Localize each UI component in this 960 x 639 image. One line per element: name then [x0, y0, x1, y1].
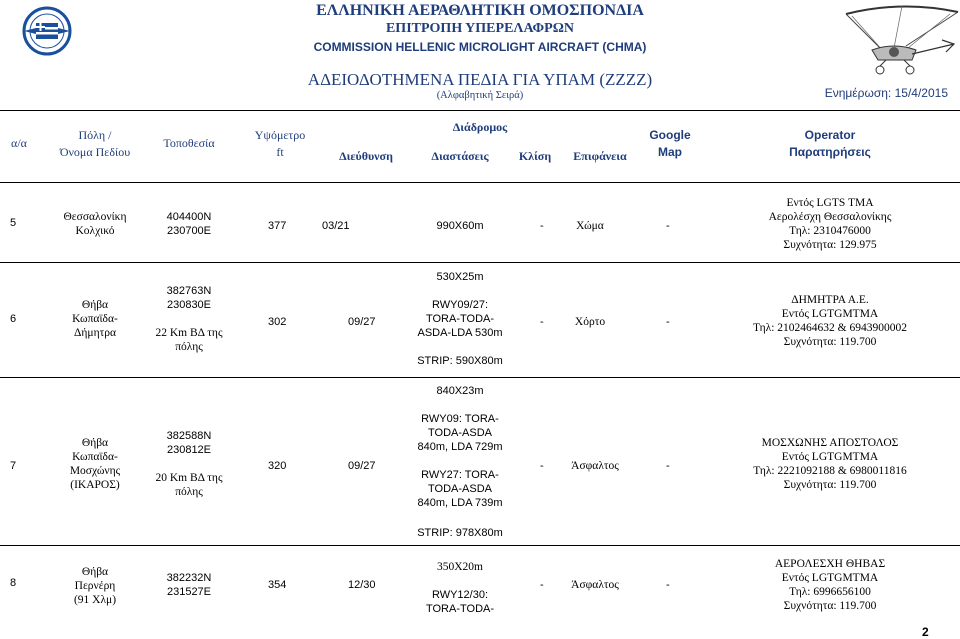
runway-surface: Χώμα: [576, 220, 604, 232]
operator-line: Τηλ: 2102464632 & 6943900002: [753, 322, 907, 334]
runway-dimensions: 350X20m: [437, 561, 483, 573]
col-header-dimensions: Διαστάσεις: [431, 149, 489, 163]
operator-line: Εντός LGTGMTMA: [781, 308, 879, 320]
col-header-location: Τοποθεσία: [163, 136, 215, 150]
col-header-google-line2: Map: [658, 145, 682, 159]
altitude-value: 377: [268, 220, 287, 232]
runway-direction: 03/21: [322, 220, 350, 232]
runway-direction: 09/27: [348, 460, 376, 472]
row-number: 6: [10, 313, 17, 325]
coordinates-line: 230700E: [166, 225, 212, 237]
col-header-city-line1: Πόλη /: [78, 128, 112, 142]
runway-surface: Χόρτο: [574, 316, 606, 328]
update-date: Ενημέρωση: 15/4/2015: [824, 86, 948, 100]
row-number: 8: [10, 577, 17, 589]
col-header-operator-line2: Παρατηρήσεις: [789, 145, 871, 159]
document-title: ΑΔΕΙΟΔΟΤΗΜΕΝΑ ΠΕΔΙΑ ΓΙΑ ΥΠΑΜ (ZZZZ): [307, 70, 653, 89]
distance-note: 22 Km ΒΔ της: [155, 327, 223, 339]
operator-line: Τηλ: 6996656100: [789, 586, 871, 598]
operator-line: ΑΕΡΟΛΕΣΧΗ ΘΗΒΑΣ: [774, 558, 886, 570]
col-header-direction: Διεύθυνση: [339, 149, 393, 163]
field-name-line: Θεσσαλονίκη: [63, 211, 127, 223]
page-number: 2: [922, 625, 929, 639]
col-header-aa: α/α: [11, 136, 27, 150]
col-header-operator-line1: Operator: [804, 128, 856, 142]
runway-dimensions: 990X60m: [436, 220, 484, 232]
field-name-line: Μοσχώνης: [69, 465, 121, 477]
field-name-line: Δήμητρα: [74, 327, 116, 339]
order-note: (Αλφαβητική Σειρά): [436, 90, 524, 101]
altitude-value: 354: [268, 579, 287, 591]
coordinates-line: 404400N: [166, 211, 212, 223]
col-header-slope: Κλίση: [518, 149, 552, 163]
coordinates-line: 231527E: [166, 586, 212, 598]
col-header-altitude-line2: ft: [276, 145, 284, 159]
coordinates-line: 382588N: [166, 430, 212, 442]
field-name-line: Θήβα: [81, 566, 109, 578]
runway-dimensions: 530X25m: [436, 271, 484, 283]
runway-declared-distance: TORA-TODA-: [425, 603, 495, 615]
runway-declared-distance: RWY09: TORA-: [421, 413, 499, 425]
runway-declared-distance: RWY12/30:: [431, 589, 489, 601]
runway-slope: -: [540, 220, 544, 232]
col-header-surface: Επιφάνεια: [573, 149, 627, 163]
runway-slope: -: [540, 460, 544, 472]
field-name-line: Κωπαϊδα-: [72, 313, 118, 325]
runway-declared-distance: ASDA-LDA 530m: [417, 327, 503, 339]
runway-declared-distance: 840m, LDA 739m: [417, 497, 503, 509]
field-name-line: (ΙΚΑΡΟΣ): [70, 479, 120, 491]
altitude-value: 302: [268, 316, 287, 328]
runway-declared-distance: RWY27: TORA-: [421, 469, 499, 481]
runway-declared-distance: TODA-ASDA: [428, 483, 492, 495]
coordinates-line: 230812E: [166, 444, 212, 456]
operator-line: Συχνότητα: 119.700: [783, 479, 877, 491]
field-name-line: Θήβα: [81, 299, 109, 311]
google-map-value: -: [666, 316, 670, 328]
field-name-line: Περνέρη: [74, 580, 116, 592]
operator-line: Τηλ: 2310476000: [789, 225, 871, 237]
field-name-line: Κωπαϊδα-: [72, 451, 118, 463]
field-name-line: (91 Χλμ): [73, 594, 117, 606]
runway-declared-distance: TORA-TODA-: [425, 313, 495, 325]
field-name-line: Θήβα: [81, 437, 109, 449]
altitude-value: 320: [268, 460, 287, 472]
runway-declared-distance: RWY09/27:: [431, 299, 489, 311]
runway-declared-distance: TODA-ASDA: [428, 427, 492, 439]
runway-strip: STRIP: 590X80m: [417, 355, 503, 367]
distance-note: 20 Km ΒΔ της: [155, 472, 223, 484]
runway-slope: -: [540, 316, 544, 328]
operator-line: Συχνότητα: 119.700: [783, 600, 877, 612]
distance-note: πόλης: [175, 341, 203, 353]
distance-note: πόλης: [175, 486, 203, 498]
col-header-city-line2: Όνομα Πεδίου: [59, 145, 131, 159]
operator-line: Συχνότητα: 129.975: [783, 239, 877, 251]
coordinates-line: 382763N: [166, 285, 212, 297]
col-header-altitude-line1: Υψόμετρο: [254, 128, 306, 142]
google-map-value: -: [666, 579, 670, 591]
runway-declared-distance: 840m, LDA 729m: [417, 441, 503, 453]
committee-subtitle: ΕΠΙΤΡΟΠΗ ΥΠΕΡΕΛΑΦΡΩΝ: [385, 21, 575, 36]
operator-line: ΔΗΜΗΤΡΑ Α.Ε.: [791, 294, 869, 306]
operator-line: Εντός LGTS TMA: [786, 197, 874, 209]
runway-surface: Άσφαλτος: [571, 579, 619, 591]
operator-line: Συχνότητα: 119.700: [783, 336, 877, 348]
runway-surface: Άσφαλτος: [571, 460, 619, 472]
runway-direction: 09/27: [348, 316, 376, 328]
row-number: 7: [10, 460, 17, 472]
operator-line: Εντός LGTGMTMA: [781, 572, 879, 584]
commission-name: COMMISSION HELLENIC MICROLIGHT AIRCRAFT (CHMA): [313, 40, 647, 54]
runway-slope: -: [540, 579, 544, 591]
runway-direction: 12/30: [348, 579, 376, 591]
operator-line: Αερολέσχη Θεσσαλονίκης: [768, 211, 892, 223]
row-number: 5: [10, 217, 17, 229]
google-map-value: -: [666, 460, 670, 472]
operator-line: Εντός LGTGMTMA: [781, 451, 879, 463]
coordinates-line: 382232N: [166, 572, 212, 584]
federation-title: ΕΛΛΗΝΙΚΗ ΑΕΡΑΘΛΗΤΙΚΗ ΟΜΟΣΠΟΝΔΙΑ: [316, 2, 644, 19]
operator-line: ΜΟΣΧΩΝΗΣ ΑΠΟΣΤΟΛΟΣ: [761, 437, 899, 449]
col-header-google-line1: Google: [649, 128, 691, 142]
runway-dimensions: 840X23m: [436, 385, 484, 397]
coordinates-line: 230830E: [166, 299, 212, 311]
field-name-line: Κολχικό: [75, 225, 115, 237]
microlight-aircraft-icon: [842, 2, 960, 80]
col-header-runway: Διάδρομος: [452, 120, 508, 134]
google-map-value: -: [666, 220, 670, 232]
runway-strip: STRIP: 978X80m: [417, 527, 503, 539]
operator-line: Τηλ: 2221092188 & 6980011816: [753, 465, 907, 477]
